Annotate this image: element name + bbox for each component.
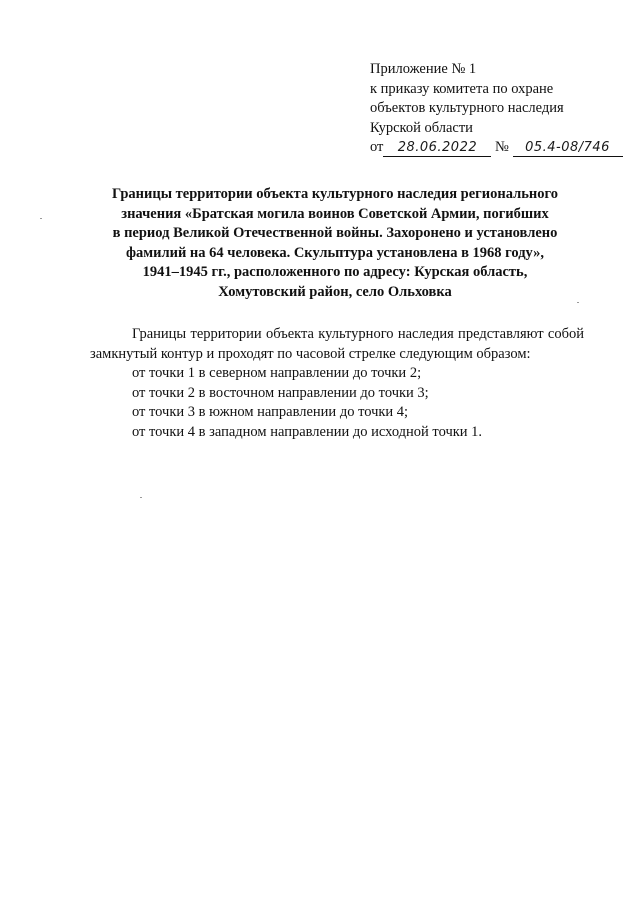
scan-speck <box>140 497 142 498</box>
title-line: значения «Братская могила воинов Советской Армии, погибших <box>121 205 549 222</box>
title-line: Хомутовский район, село Ольховка <box>218 283 452 300</box>
boundary-item: от точки 3 в южном направлении до точки 4; <box>132 404 409 421</box>
appendix-heritage-line: объектов культурного наследия <box>370 100 564 116</box>
handwritten-order-number: 05.4-08/746 <box>513 140 623 157</box>
scan-speck <box>40 218 42 219</box>
scan-speck <box>577 302 579 303</box>
title-line: фамилий на 64 человека. Скульптура установлена в 1968 году», <box>125 244 545 261</box>
appendix-order-line: к приказу комитета по охране <box>370 80 554 97</box>
document-title <box>90 185 580 303</box>
title-line: 1941–1945 гг., расположенного по адресу: Курская область, <box>142 264 528 281</box>
handwritten-date: 28.06.2022 <box>383 140 491 157</box>
document-body <box>90 325 584 443</box>
appendix-header <box>370 60 620 158</box>
boundary-item: от точки 4 в западном направлении до исходной точки 1. <box>132 423 483 440</box>
boundary-item: от точки 1 в северном направлении до точки 2; <box>132 365 422 382</box>
title-line: Границы территории объекта культурного наследия регионального <box>112 186 558 202</box>
appendix-region-line: Курской области <box>370 119 473 136</box>
boundary-item: от точки 2 в восточном направлении до точки 3; <box>132 384 429 401</box>
appendix-title: Приложение № 1 <box>370 61 477 77</box>
title-line: в период Великой Отечественной войны. Захоронено и установлено <box>112 225 558 242</box>
date-prefix: от <box>370 139 384 155</box>
appendix-date-number-line <box>370 138 620 158</box>
intro-paragraph: Границы территории объекта культурного наследия представляют собой замкнутый контур и проходят по часовой стрелке следующим образом: <box>90 326 584 362</box>
number-prefix: № <box>495 139 509 155</box>
